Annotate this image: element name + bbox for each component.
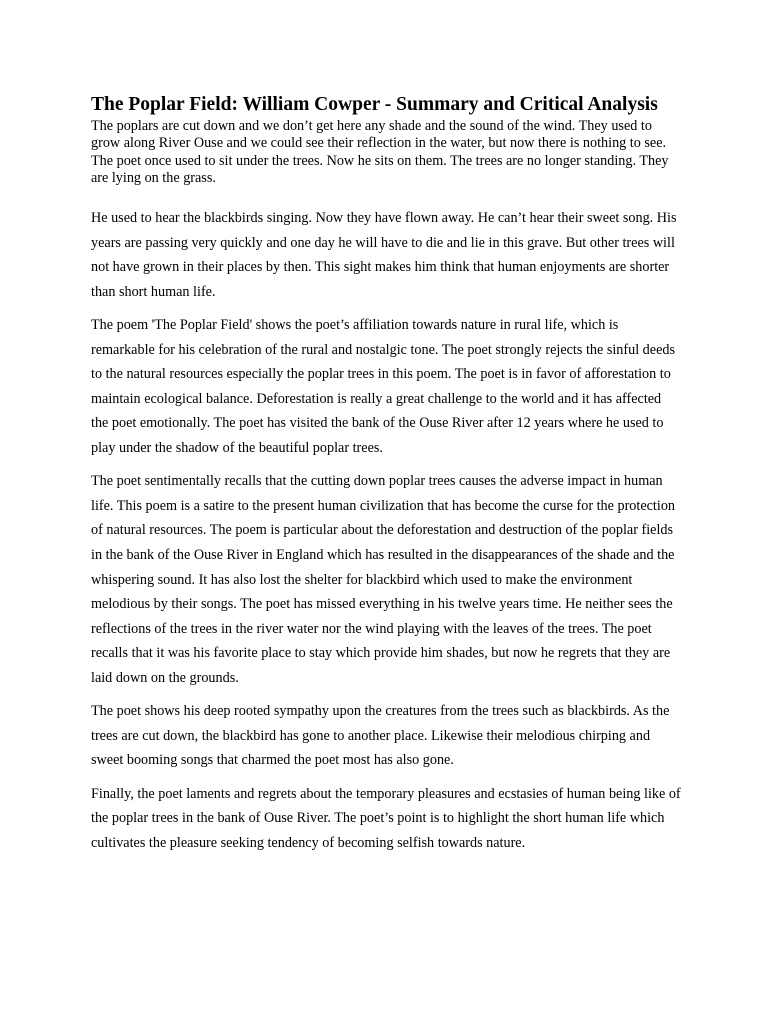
- document-title: The Poplar Field: William Cowper - Summary and Critical Analysis: [91, 94, 658, 115]
- body-paragraph-4: The poet shows his deep rooted sympathy upon the creatures from the trees such as blackbirds. As the trees are cut down, the blackbird has gone to another place. Likewise their melodious chirping and sweet booming songs that charmed the poet most has also gone.: [91, 703, 670, 769]
- body-paragraph-2: The poem 'The Poplar Field' shows the poet’s affiliation towards nature in rural life, which is remarkable for his celebration of the rural and nostalgic tone. The poet strongly rejects the sinful deeds to the natural resources especially the poplar trees in this poem. The poet is in favor of afforestation to maintain ecological balance. Deforestation is really a great challenge to the world and it has affected the poet emotionally. The poet has visited the bank of the Ouse River after 12 years where he used to play under the shadow of the beautiful poplar trees.: [91, 317, 675, 457]
- document-body: [91, 93, 681, 855]
- intro-paragraph: The poplars are cut down and we don’t get here any shade and the sound of the wind. They used to grow along River Ouse and we could see their reflection in the water, but now there is nothing to see. The poet once used to sit under the trees. Now he sits on them. The trees are no longer standing. They are lying on the grass.: [91, 118, 669, 187]
- body-paragraph-5: Finally, the poet laments and regrets about the temporary pleasures and ecstasies of human being like of the poplar trees in the bank of Ouse River. The poet’s point is to highlight the short human life which cultivates the pleasure seeking tendency of becoming selfish towards nature.: [91, 785, 681, 851]
- body-paragraph-1: He used to hear the blackbirds singing. Now they have flown away. He can’t hear their sweet song. His years are passing very quickly and one day he will have to die and lie in this grave. But other trees will not have grown in their places by then. This sight makes him think that human enjoyments are shorter than short human life.: [91, 210, 677, 300]
- body-paragraph-3: The poet sentimentally recalls that the cutting down poplar trees causes the adverse impact in human life. This poem is a satire to the present human civilization that has become the curse for the protection of natural resources. The poem is particular about the deforestation and destruction of the poplar fields in the bank of the Ouse River in England which has resulted in the disappearances of the shade and the whispering sound. It has also lost the shelter for blackbird which used to make the environment melodious by their songs. The poet has missed everything in his twelve years time. He neither sees the reflections of the trees in the river water nor the wind playing with the leaves of the trees. The poet recalls that it was his favorite place to stay which provide him shades, but now he regrets that they are laid down on the grounds.: [91, 473, 676, 686]
